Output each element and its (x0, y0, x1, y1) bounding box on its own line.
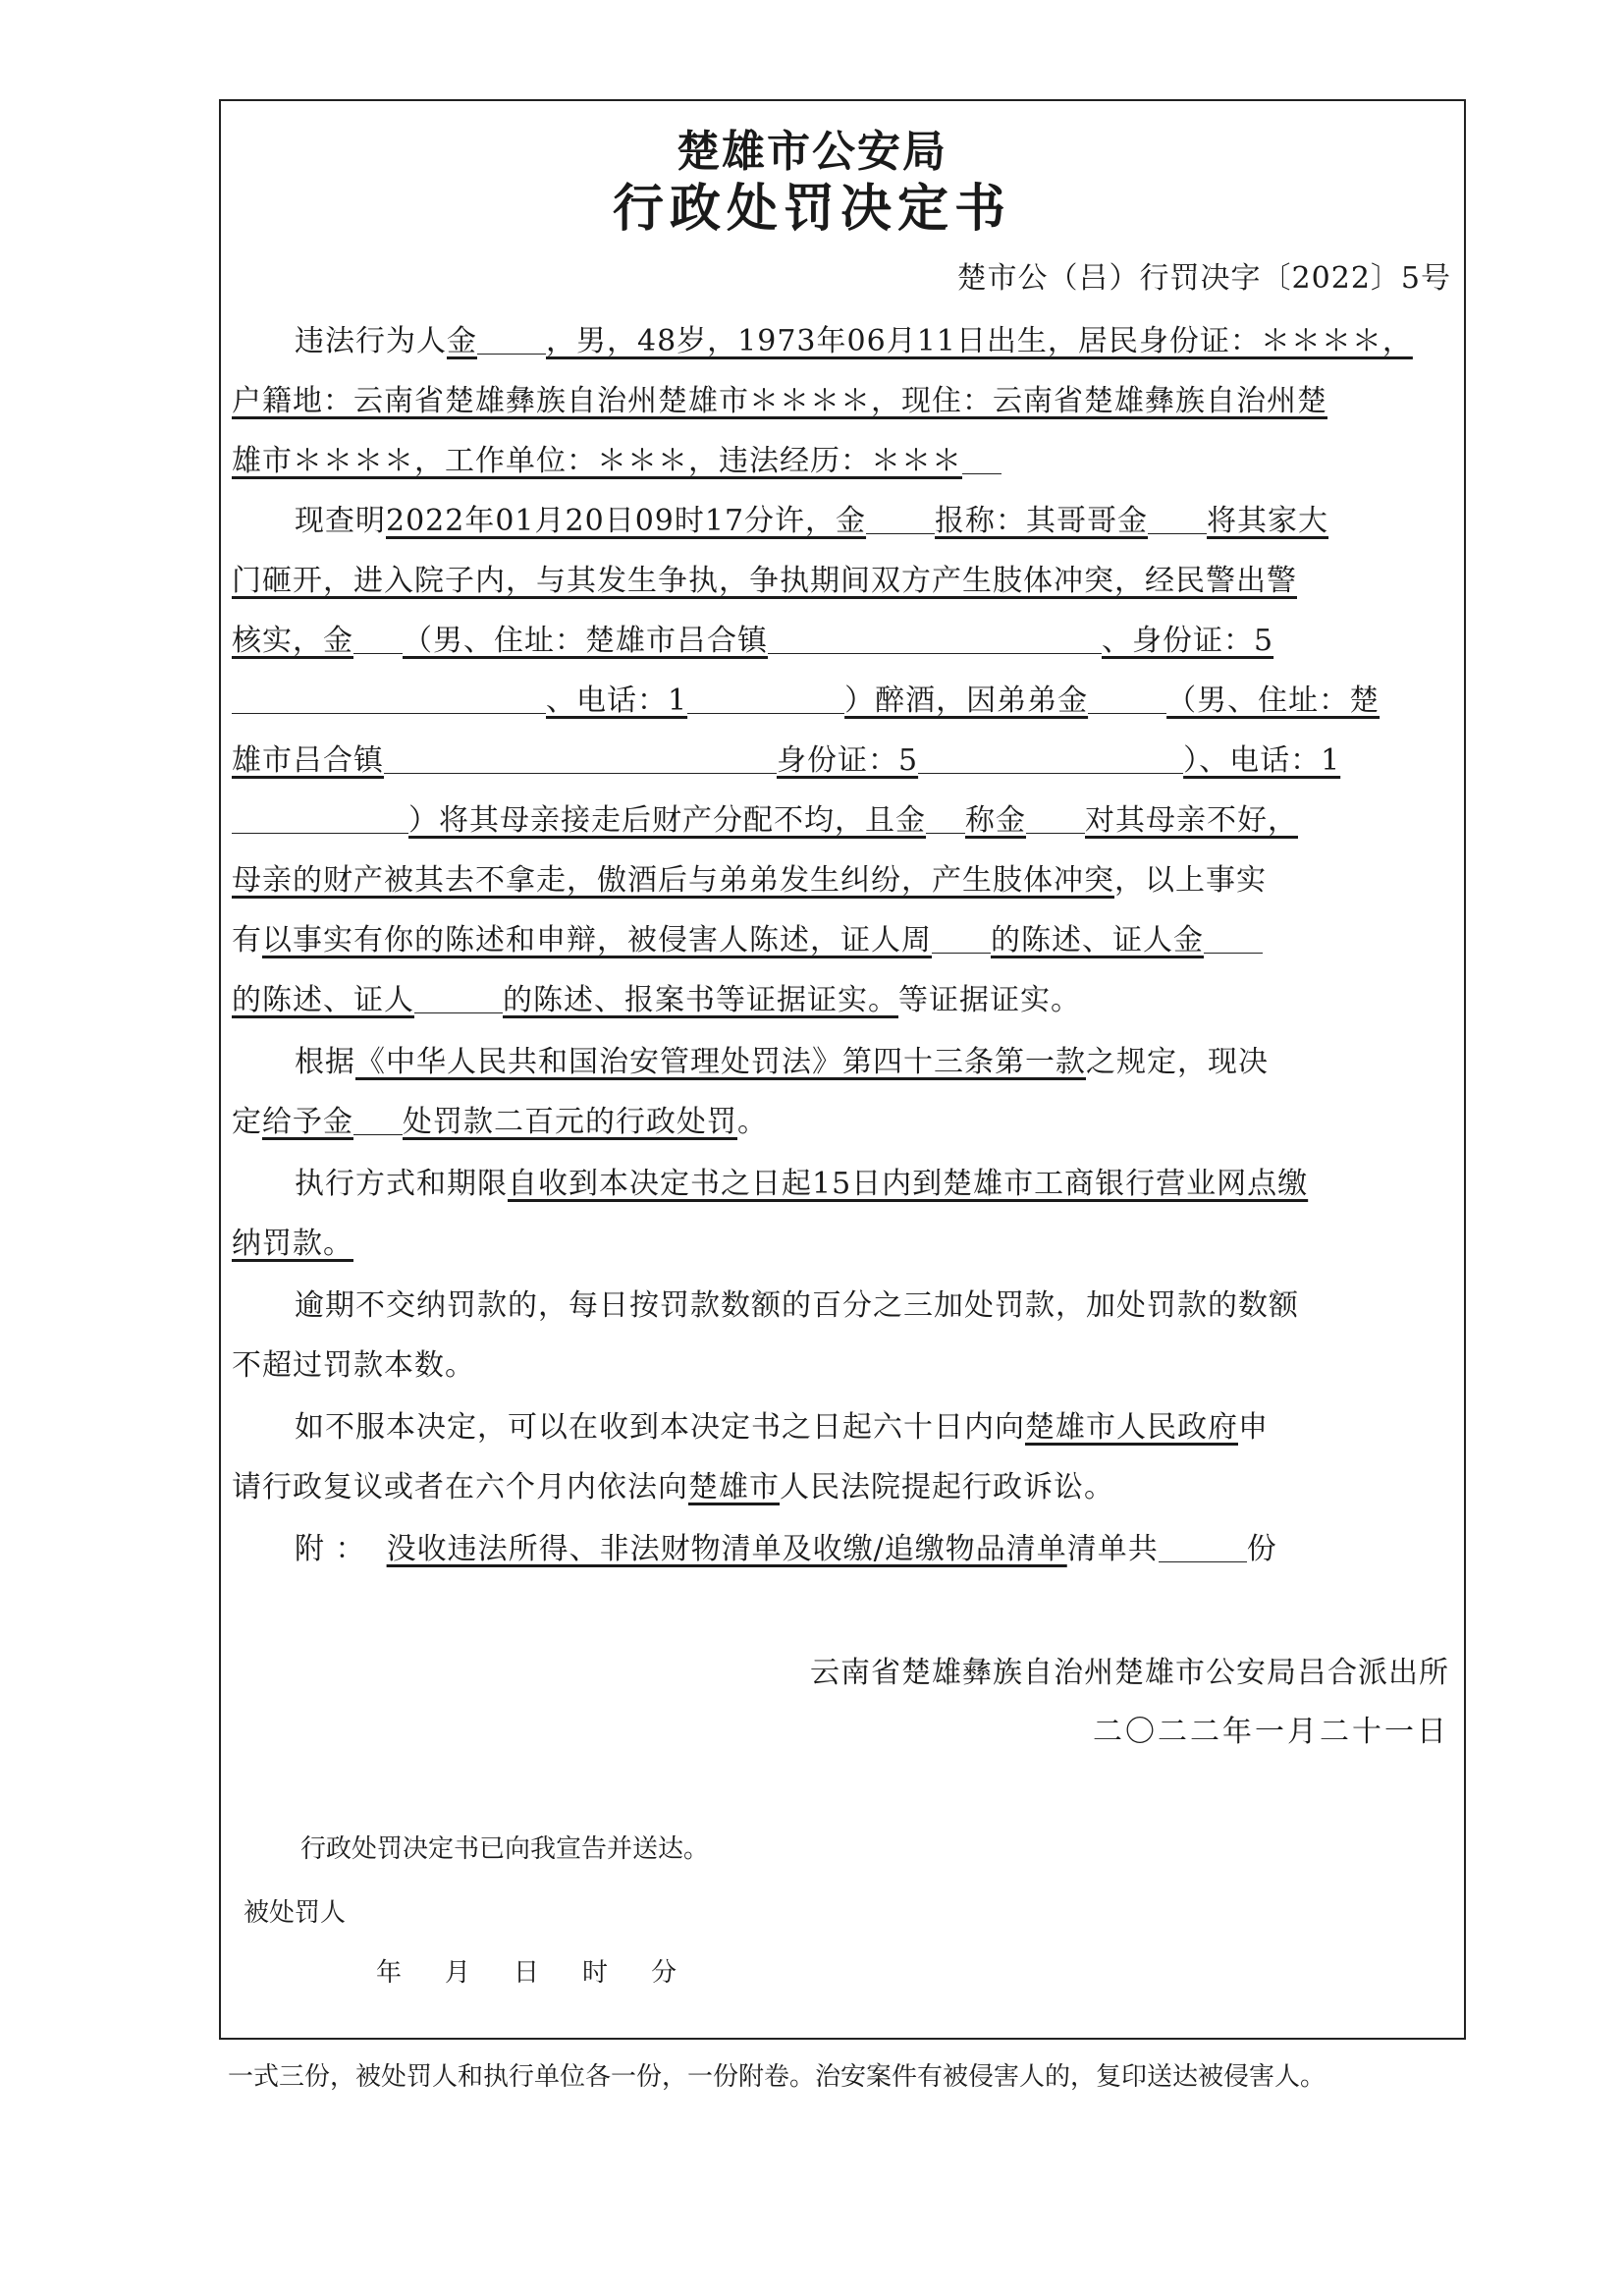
basis-line-2: 定给予金 处罚款二百元的行政处罚。 (232, 1105, 768, 1139)
facts-line-4: 、电话：1 ）醉酒，因弟弟金 （男、住址：楚 (232, 676, 1380, 719)
facts-line-6: ）将其母亲接走后财产分配不均，且金 称金 对其母亲不好， (232, 795, 1298, 839)
footnote: 一式三份，被处罚人和执行单位各一份，一份附卷。治安案件有被侵害人的，复印送达被侵害人。 (228, 2062, 1326, 2092)
hour-label: 时 (582, 1958, 609, 1988)
facts-line-7: 母亲的财产被其去不拿走，傲酒后与弟弟发生纠纷，产生肢体冲突，以上事实 (232, 863, 1267, 898)
offender-name: 金 (447, 324, 477, 358)
day-label: 日 (514, 1958, 540, 1988)
offender-line-2: 户籍地：云南省楚雄彝族自治州楚雄市＊＊＊＊，现住：云南省楚雄彝族自治州楚 (232, 384, 1327, 418)
offender-line-1: 违法行为人金 ，男，48岁，1973年06月11日出生，居民身份证：＊＊＊＊， (295, 324, 1413, 358)
offender-line-3: 雄市＊＊＊＊，工作单位：＊＊＊，违法经历：＊＊＊ (232, 436, 1001, 479)
service-statement: 行政处罚决定书已向我宣告并送达。 (300, 1834, 710, 1864)
signing-time-fields (376, 1952, 720, 1989)
issuing-authority: 云南省楚雄彝族自治州楚雄市公安局吕合派出所 (810, 1656, 1449, 1690)
facts-line-3: 核实，金 （男、住址：楚雄市吕合镇 、身份证：5 (232, 624, 1274, 658)
basis-line-1: 根据《中华人民共和国治安管理处罚法》第四十三条第一款之规定，现决 (295, 1045, 1269, 1079)
execution-line-2: 纳罚款。 (232, 1227, 353, 1261)
facts-line-2: 门砸开，进入院子内，与其发生争执，争执期间双方产生肢体冲突，经民警出警 (232, 564, 1297, 598)
agency-name: 楚雄市公安局 (677, 127, 947, 177)
late-fee-line-2: 不超过罚款本数。 (232, 1348, 475, 1383)
document-number: 楚市公（吕）行罚决字〔2022〕5号 (956, 261, 1451, 296)
year-label: 年 (376, 1958, 403, 1988)
execution-line-1: 执行方式和期限自收到本决定书之日起15日内到楚雄市工商银行营业网点缴 (295, 1167, 1309, 1201)
appeal-line-1: 如不服本决定，可以在收到本决定书之日起六十日内向楚雄市人民政府申 (295, 1410, 1269, 1445)
late-fee-line-1: 逾期不交纳罚款的，每日按罚款数额的百分之三加处罚款，加处罚款的数额 (295, 1288, 1299, 1323)
issue-date: 二〇二二年一月二十一日 (1093, 1715, 1449, 1749)
minute-label: 分 (651, 1958, 677, 1988)
facts-line-9: 的陈述、证人 的陈述、报案书等证据证实。等证据证实。 (232, 983, 1081, 1017)
attachment-line: 附 ： 没收违法所得、非法财物清单及收缴/追缴物品清单清单共 份 (295, 1532, 1277, 1566)
month-label: 月 (445, 1958, 471, 1988)
facts-line-5: 雄市吕合镇 身份证：5 ）、电话：1 (232, 743, 1341, 778)
appeal-line-2: 请行政复议或者在六个月内依法向楚雄市人民法院提起行政诉讼。 (232, 1470, 1114, 1504)
document-title: 行政处罚决定书 (612, 179, 1011, 239)
facts-line-8: 有以事实有你的陈述和申辩，被侵害人陈述，证人周 的陈述、证人金 (232, 915, 1263, 958)
punished-party-label: 被处罚人 (244, 1898, 347, 1928)
facts-line-1: 现查明2022年01月20日09时17分许，金 报称：其哥哥金 将其家大 (295, 504, 1329, 538)
